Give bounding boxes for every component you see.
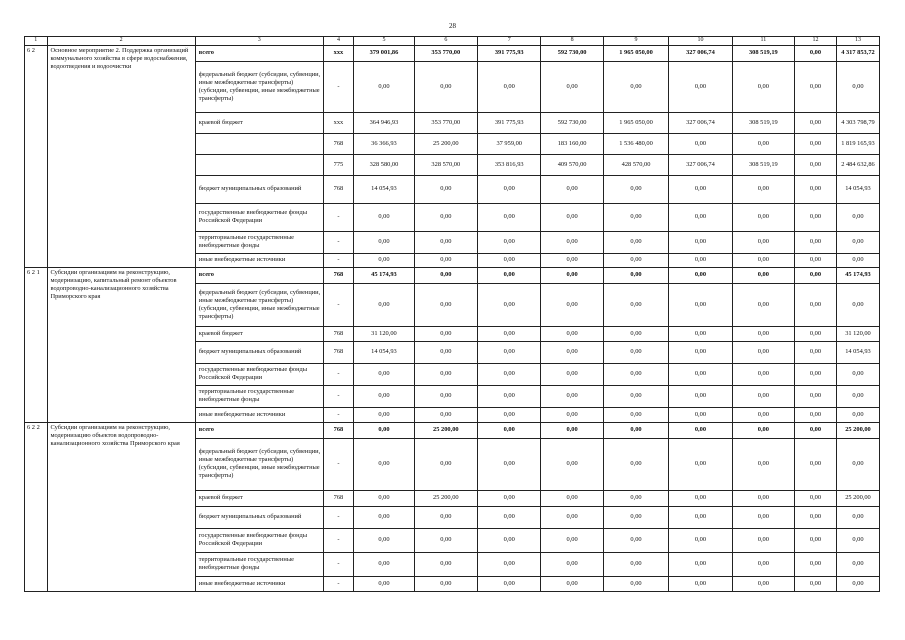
amount-cell: 391 775,93	[478, 112, 541, 133]
amount-cell: 0,00	[541, 552, 603, 576]
budget-code: -	[323, 438, 354, 490]
funding-source: иные внебюджетные источники	[195, 407, 323, 422]
amount-cell: 0,00	[541, 407, 603, 422]
table-row	[25, 45, 880, 61]
amount-cell: 0,00	[732, 490, 794, 506]
amount-cell: 0,00	[669, 253, 732, 267]
amount-cell: 25 200,00	[414, 490, 477, 506]
amount-cell: 0,00	[478, 283, 541, 326]
funding-source: территориальные государственные внебюджетные фонды	[195, 385, 323, 407]
amount-cell: 0,00	[478, 385, 541, 407]
amount-cell: 0,00	[541, 490, 603, 506]
funding-source: всего	[195, 422, 323, 438]
amount-cell: 0,00	[603, 267, 668, 283]
amount-cell: 0,00	[541, 267, 603, 283]
column-number-3: 3	[195, 37, 323, 46]
amount-cell: 0,00	[354, 438, 414, 490]
column-number-13: 13	[836, 37, 879, 46]
amount-cell: 0,00	[669, 407, 732, 422]
budget-code: 768	[323, 267, 354, 283]
funding-source: территориальные государственные внебюджетные фонды	[195, 231, 323, 253]
column-number-1: 1	[25, 37, 48, 46]
amount-cell: 308 519,19	[732, 45, 794, 61]
funding-source: государственные внебюджетные фонды Российской Федерации	[195, 203, 323, 231]
amount-cell: 0,00	[603, 490, 668, 506]
amount-cell: 0,00	[478, 490, 541, 506]
table-row	[25, 422, 880, 438]
funding-source: бюджет муниципальных образований	[195, 341, 323, 363]
amount-cell: 0,00	[603, 326, 668, 341]
funding-source: краевой бюджет	[195, 112, 323, 133]
amount-cell: 25 200,00	[414, 422, 477, 438]
amount-cell: 0,00	[414, 326, 477, 341]
amount-cell: 25 200,00	[836, 490, 879, 506]
amount-cell: 45 174,93	[836, 267, 879, 283]
amount-cell: 0,00	[354, 528, 414, 552]
table-row	[25, 267, 880, 283]
amount-cell: 308 519,19	[732, 112, 794, 133]
amount-cell: 37 959,00	[478, 133, 541, 154]
amount-cell: 328 580,00	[354, 154, 414, 175]
amount-cell: 327 006,74	[669, 154, 732, 175]
budget-code: 768	[323, 175, 354, 203]
amount-cell: 328 570,00	[414, 154, 477, 175]
amount-cell: 0,00	[354, 61, 414, 112]
amount-cell: 0,00	[836, 407, 879, 422]
amount-cell: 0,00	[414, 576, 477, 591]
column-number-row	[25, 37, 880, 46]
funding-source: федеральный бюджет (субсидии, субвенции, иные межбюджетные трансферты) (субсидии, субвенции, иные межбюджетные трансферты)	[195, 283, 323, 326]
amount-cell: 25 200,00	[836, 422, 879, 438]
amount-cell: 0,00	[795, 422, 837, 438]
amount-cell: 379 001,86	[354, 45, 414, 61]
amount-cell: 0,00	[478, 422, 541, 438]
amount-cell: 0,00	[414, 341, 477, 363]
budget-code: 775	[323, 154, 354, 175]
amount-cell: 0,00	[669, 528, 732, 552]
amount-cell: 0,00	[669, 438, 732, 490]
amount-cell: 0,00	[414, 506, 477, 528]
funding-source: государственные внебюджетные фонды Российской Федерации	[195, 363, 323, 385]
amount-cell: 0,00	[478, 203, 541, 231]
amount-cell: 1 536 480,00	[603, 133, 668, 154]
amount-cell: 0,00	[669, 326, 732, 341]
column-number-12: 12	[795, 37, 837, 46]
amount-cell: 409 570,00	[541, 154, 603, 175]
amount-cell: 0,00	[795, 253, 837, 267]
amount-cell: 0,00	[732, 203, 794, 231]
amount-cell: 0,00	[732, 438, 794, 490]
funding-source: иные внебюджетные источники	[195, 576, 323, 591]
amount-cell: 0,00	[732, 385, 794, 407]
amount-cell: 0,00	[414, 407, 477, 422]
amount-cell: 0,00	[603, 175, 668, 203]
amount-cell: 0,00	[669, 422, 732, 438]
budget-code: -	[323, 363, 354, 385]
section-code: 6 2 2	[25, 422, 48, 591]
amount-cell: 0,00	[669, 506, 732, 528]
amount-cell: 0,00	[795, 528, 837, 552]
amount-cell: 0,00	[732, 528, 794, 552]
amount-cell: 0,00	[541, 61, 603, 112]
budget-code: -	[323, 283, 354, 326]
amount-cell: 0,00	[836, 203, 879, 231]
funding-source: краевой бюджет	[195, 490, 323, 506]
amount-cell: 0,00	[478, 253, 541, 267]
section-title: Субсидии организациям на реконструкцию, модернизацию, капитальный ремонт объектов водопроводно-канализационного хозяйства Приморского края	[47, 267, 195, 422]
funding-source	[195, 133, 323, 154]
amount-cell: 0,00	[414, 267, 477, 283]
amount-cell: 0,00	[603, 253, 668, 267]
amount-cell: 0,00	[732, 363, 794, 385]
amount-cell: 0,00	[354, 283, 414, 326]
funding-source: иные внебюджетные источники	[195, 253, 323, 267]
amount-cell: 0,00	[541, 203, 603, 231]
amount-cell: 0,00	[354, 422, 414, 438]
column-number-7: 7	[478, 37, 541, 46]
amount-cell: 0,00	[669, 231, 732, 253]
amount-cell: 0,00	[669, 203, 732, 231]
amount-cell: 0,00	[541, 231, 603, 253]
amount-cell: 0,00	[669, 133, 732, 154]
amount-cell: 391 775,93	[478, 45, 541, 61]
amount-cell: 0,00	[478, 363, 541, 385]
column-number-11: 11	[732, 37, 794, 46]
amount-cell: 0,00	[478, 341, 541, 363]
funding-source: федеральный бюджет (субсидии, субвенции, иные межбюджетные трансферты) (субсидии, субвенции, иные межбюджетные трансферты)	[195, 438, 323, 490]
amount-cell: 0,00	[414, 231, 477, 253]
amount-cell: 0,00	[541, 283, 603, 326]
amount-cell: 0,00	[603, 407, 668, 422]
amount-cell: 0,00	[541, 253, 603, 267]
amount-cell: 0,00	[541, 438, 603, 490]
budget-code: 768	[323, 133, 354, 154]
amount-cell: 0,00	[795, 112, 837, 133]
amount-cell: 0,00	[478, 506, 541, 528]
amount-cell: 0,00	[603, 552, 668, 576]
amount-cell: 0,00	[414, 203, 477, 231]
amount-cell: 0,00	[603, 231, 668, 253]
amount-cell: 0,00	[669, 175, 732, 203]
amount-cell: 0,00	[795, 326, 837, 341]
amount-cell: 0,00	[669, 576, 732, 591]
amount-cell: 0,00	[414, 175, 477, 203]
budget-code: 768	[323, 490, 354, 506]
table-body	[25, 37, 880, 592]
amount-cell: 0,00	[354, 385, 414, 407]
budget-code: 768	[323, 341, 354, 363]
amount-cell: 0,00	[354, 203, 414, 231]
funding-source: федеральный бюджет (субсидии, субвенции, иные межбюджетные трансферты) (субсидии, субвенции, иные межбюджетные трансферты)	[195, 61, 323, 112]
amount-cell: 0,00	[478, 61, 541, 112]
column-number-4: 4	[323, 37, 354, 46]
amount-cell: 0,00	[478, 528, 541, 552]
amount-cell: 0,00	[541, 175, 603, 203]
budget-code: -	[323, 506, 354, 528]
amount-cell: 0,00	[478, 267, 541, 283]
amount-cell: 0,00	[669, 341, 732, 363]
amount-cell: 0,00	[795, 552, 837, 576]
amount-cell: 0,00	[669, 552, 732, 576]
amount-cell: 0,00	[732, 326, 794, 341]
amount-cell: 31 120,00	[836, 326, 879, 341]
amount-cell: 0,00	[541, 363, 603, 385]
amount-cell: 0,00	[836, 528, 879, 552]
section-code: 6 2 1	[25, 267, 48, 422]
amount-cell: 0,00	[354, 363, 414, 385]
funding-source	[195, 154, 323, 175]
budget-code: 768	[323, 326, 354, 341]
amount-cell: 0,00	[414, 283, 477, 326]
amount-cell: 0,00	[732, 506, 794, 528]
amount-cell: 0,00	[414, 253, 477, 267]
amount-cell: 0,00	[478, 175, 541, 203]
amount-cell: 0,00	[836, 61, 879, 112]
amount-cell: 0,00	[478, 552, 541, 576]
amount-cell: 0,00	[354, 506, 414, 528]
section-code: 6 2	[25, 45, 48, 267]
amount-cell: 0,00	[795, 283, 837, 326]
amount-cell: 0,00	[603, 422, 668, 438]
amount-cell: 0,00	[795, 407, 837, 422]
column-number-10: 10	[669, 37, 732, 46]
amount-cell: 0,00	[603, 363, 668, 385]
amount-cell: 0,00	[414, 385, 477, 407]
amount-cell: 4 303 798,79	[836, 112, 879, 133]
amount-cell: 0,00	[836, 363, 879, 385]
amount-cell: 0,00	[414, 61, 477, 112]
amount-cell: 0,00	[795, 576, 837, 591]
amount-cell: 0,00	[795, 133, 837, 154]
amount-cell: 0,00	[795, 231, 837, 253]
amount-cell: 353 816,93	[478, 154, 541, 175]
amount-cell: 0,00	[669, 267, 732, 283]
amount-cell: 0,00	[414, 552, 477, 576]
amount-cell: 0,00	[836, 283, 879, 326]
amount-cell: 0,00	[795, 203, 837, 231]
amount-cell: 0,00	[669, 61, 732, 112]
amount-cell: 0,00	[669, 385, 732, 407]
amount-cell: 0,00	[732, 283, 794, 326]
amount-cell: 0,00	[795, 490, 837, 506]
amount-cell: 14 054,93	[354, 341, 414, 363]
amount-cell: 0,00	[354, 576, 414, 591]
budget-code: -	[323, 231, 354, 253]
amount-cell: 0,00	[541, 385, 603, 407]
amount-cell: 0,00	[836, 253, 879, 267]
funding-source: краевой бюджет	[195, 326, 323, 341]
column-number-8: 8	[541, 37, 603, 46]
amount-cell: 2 484 632,86	[836, 154, 879, 175]
amount-cell: 0,00	[603, 576, 668, 591]
funding-source: всего	[195, 45, 323, 61]
amount-cell: 0,00	[795, 385, 837, 407]
amount-cell: 0,00	[414, 438, 477, 490]
amount-cell: 0,00	[795, 154, 837, 175]
amount-cell: 0,00	[478, 438, 541, 490]
amount-cell: 0,00	[732, 552, 794, 576]
amount-cell: 0,00	[836, 552, 879, 576]
amount-cell: 0,00	[414, 363, 477, 385]
amount-cell: 0,00	[541, 506, 603, 528]
amount-cell: 308 519,19	[732, 154, 794, 175]
funding-source: бюджет муниципальных образований	[195, 175, 323, 203]
amount-cell: 0,00	[795, 506, 837, 528]
amount-cell: 0,00	[603, 341, 668, 363]
amount-cell: 0,00	[414, 528, 477, 552]
amount-cell: 0,00	[541, 341, 603, 363]
amount-cell: 0,00	[669, 283, 732, 326]
amount-cell: 0,00	[478, 576, 541, 591]
section-title: Основное мероприятие 2. Поддержка организаций коммунального хозяйства в сфере водоснабжения, водоотведения и водоочистки	[47, 45, 195, 267]
amount-cell: 0,00	[478, 407, 541, 422]
amount-cell: 0,00	[795, 363, 837, 385]
amount-cell: 0,00	[732, 175, 794, 203]
amount-cell: 25 200,00	[414, 133, 477, 154]
amount-cell: 0,00	[732, 267, 794, 283]
amount-cell: 0,00	[603, 203, 668, 231]
amount-cell: 1 965 050,00	[603, 112, 668, 133]
amount-cell: 353 770,00	[414, 45, 477, 61]
amount-cell: 0,00	[732, 341, 794, 363]
amount-cell: 36 366,93	[354, 133, 414, 154]
amount-cell: 0,00	[732, 61, 794, 112]
amount-cell: 0,00	[603, 61, 668, 112]
amount-cell: 327 006,74	[669, 112, 732, 133]
budget-code: -	[323, 385, 354, 407]
amount-cell: 0,00	[354, 490, 414, 506]
amount-cell: 0,00	[795, 438, 837, 490]
budget-code: xxx	[323, 45, 354, 61]
amount-cell: 0,00	[836, 506, 879, 528]
amount-cell: 0,00	[541, 422, 603, 438]
budget-code: xxx	[323, 112, 354, 133]
column-number-6: 6	[414, 37, 477, 46]
amount-cell: 0,00	[732, 253, 794, 267]
amount-cell: 0,00	[354, 407, 414, 422]
amount-cell: 0,00	[836, 231, 879, 253]
column-number-2: 2	[47, 37, 195, 46]
amount-cell: 0,00	[541, 326, 603, 341]
amount-cell: 0,00	[354, 552, 414, 576]
amount-cell: 0,00	[603, 506, 668, 528]
budget-table	[24, 36, 880, 592]
amount-cell: 4 317 853,72	[836, 45, 879, 61]
amount-cell: 0,00	[732, 133, 794, 154]
column-number-5: 5	[354, 37, 414, 46]
budget-code: -	[323, 203, 354, 231]
page-number: 28	[449, 22, 456, 30]
column-number-9: 9	[603, 37, 668, 46]
funding-source: территориальные государственные внебюджетные фонды	[195, 552, 323, 576]
budget-code: -	[323, 61, 354, 112]
amount-cell: 0,00	[795, 175, 837, 203]
amount-cell: 14 054,93	[836, 341, 879, 363]
amount-cell: 0,00	[354, 231, 414, 253]
amount-cell: 0,00	[732, 422, 794, 438]
budget-code: -	[323, 528, 354, 552]
amount-cell: 0,00	[603, 283, 668, 326]
amount-cell: 31 120,00	[354, 326, 414, 341]
amount-cell: 428 570,00	[603, 154, 668, 175]
amount-cell: 14 054,93	[836, 175, 879, 203]
amount-cell: 45 174,93	[354, 267, 414, 283]
amount-cell: 0,00	[541, 528, 603, 552]
budget-code: -	[323, 576, 354, 591]
amount-cell: 0,00	[795, 267, 837, 283]
amount-cell: 0,00	[669, 363, 732, 385]
amount-cell: 0,00	[836, 438, 879, 490]
amount-cell: 0,00	[795, 341, 837, 363]
amount-cell: 353 770,00	[414, 112, 477, 133]
amount-cell: 0,00	[478, 326, 541, 341]
amount-cell: 0,00	[603, 385, 668, 407]
amount-cell: 0,00	[795, 45, 837, 61]
amount-cell: 0,00	[836, 576, 879, 591]
amount-cell: 0,00	[732, 407, 794, 422]
amount-cell: 0,00	[836, 385, 879, 407]
budget-code: -	[323, 552, 354, 576]
section-title: Субсидии организациям на реконструкцию, модернизацию объектов водопроводно-канализационного хозяйства Приморского края	[47, 422, 195, 591]
budget-code: 768	[323, 422, 354, 438]
amount-cell: 592 730,00	[541, 45, 603, 61]
amount-cell: 0,00	[795, 61, 837, 112]
amount-cell: 0,00	[603, 528, 668, 552]
funding-source: бюджет муниципальных образований	[195, 506, 323, 528]
amount-cell: 0,00	[354, 253, 414, 267]
funding-source: государственные внебюджетные фонды Российской Федерации	[195, 528, 323, 552]
amount-cell: 1 819 165,93	[836, 133, 879, 154]
budget-code: -	[323, 253, 354, 267]
funding-source: всего	[195, 267, 323, 283]
amount-cell: 0,00	[732, 576, 794, 591]
amount-cell: 0,00	[669, 490, 732, 506]
amount-cell: 364 946,93	[354, 112, 414, 133]
amount-cell: 183 160,00	[541, 133, 603, 154]
amount-cell: 14 054,93	[354, 175, 414, 203]
budget-code: -	[323, 407, 354, 422]
amount-cell: 0,00	[541, 576, 603, 591]
amount-cell: 327 006,74	[669, 45, 732, 61]
amount-cell: 0,00	[603, 438, 668, 490]
amount-cell: 1 965 050,00	[603, 45, 668, 61]
amount-cell: 0,00	[478, 231, 541, 253]
amount-cell: 592 730,00	[541, 112, 603, 133]
amount-cell: 0,00	[732, 231, 794, 253]
